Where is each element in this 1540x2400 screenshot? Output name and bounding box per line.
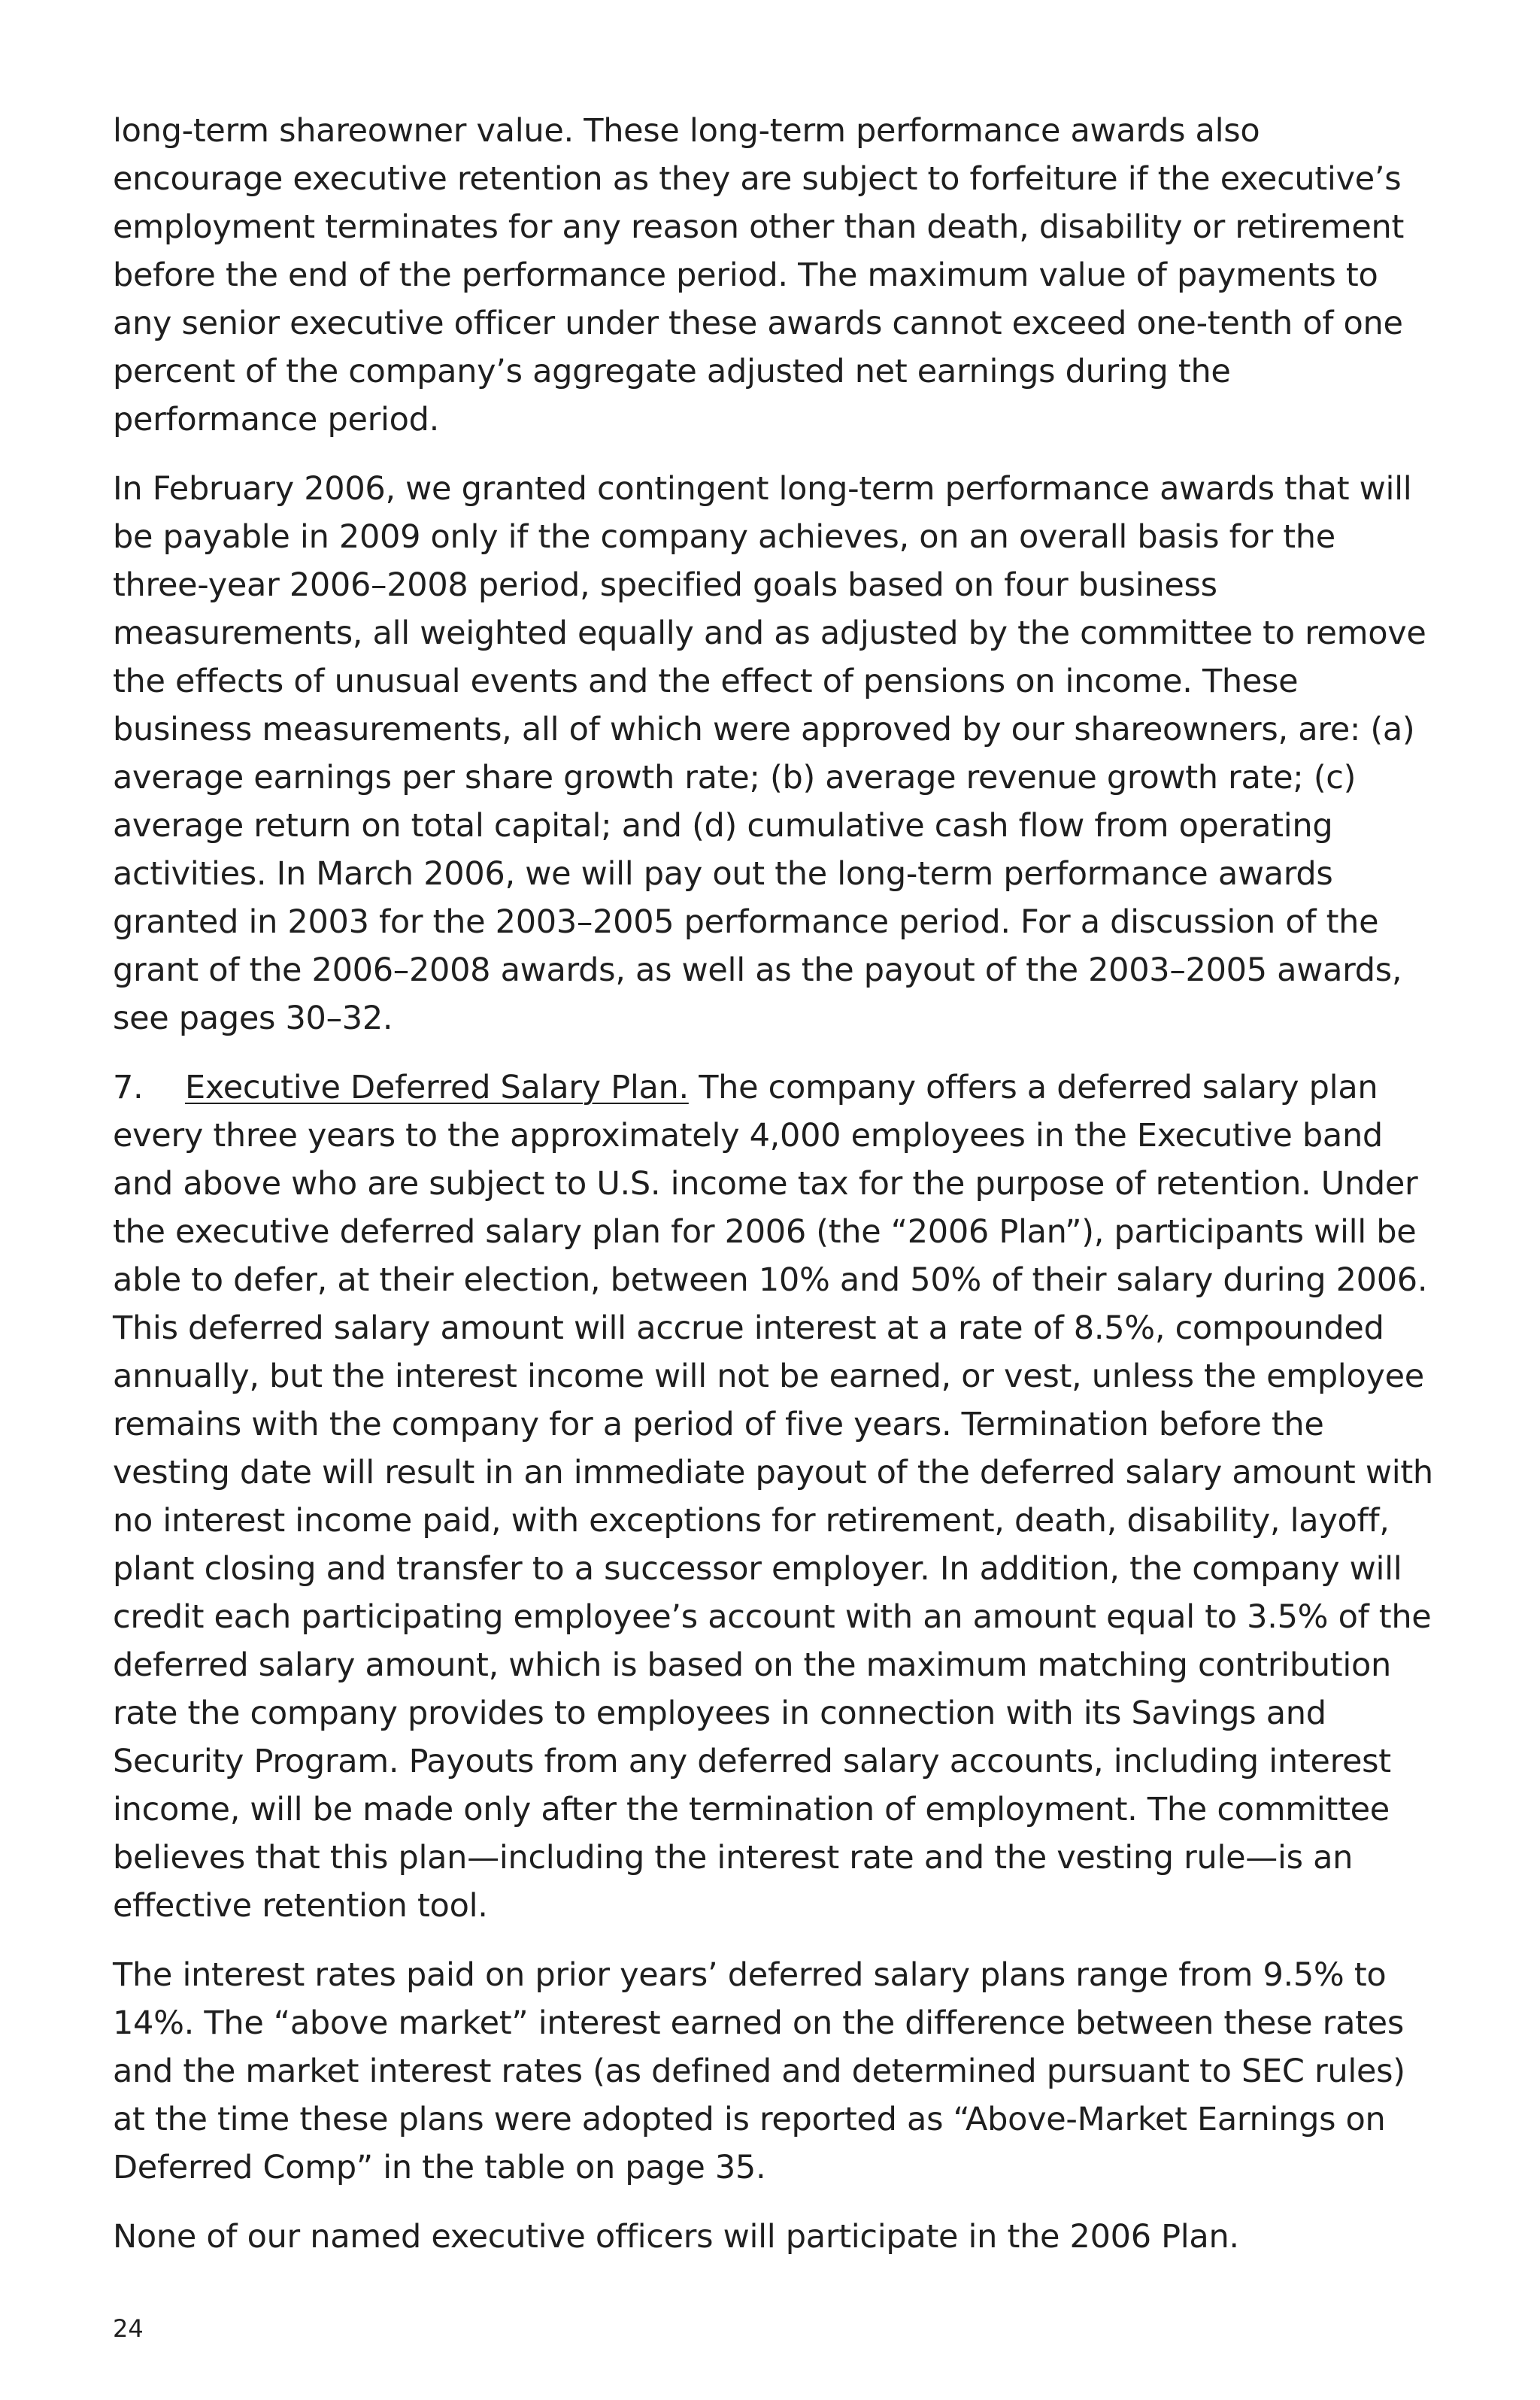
paragraph-february-2006-grant: In February 2006, we granted contingent long-term performance awards that will be payable in 2009 only if the company achieves, on an overall basis for the three-year 2006–2008 period, specified goals based on four business measurements, all weighted equally and as adjusted by the committee to remove the effects of unusual events and the effect of pensions on income. These business measurements, all of which were approved by our shareowners, are: (a) average earnings per share growth rate; (b) average revenue growth rate; (c) average return on total capital; and (d) cumulative cash flow from operating activities. In March 2006, we will pay out the long-term performance awards granted in 2003 for the 2003–2005 performance period. For a discussion of the grant of the 2006–2008 awards, as well as the payout of the 2003–2005 awards, see pages 30–32. — [113, 470, 1426, 1037]
paragraph-performance-awards-retention: long-term shareowner value. These long-term performance awards also encourage executive retention as they are subject to forfeiture if the executive’s employment terminates for any reason other than death, disability or retirement before the end of the performance period. The maximum value of payments to any senior executive officer under these awards cannot exceed one-tenth of one percent of the company’s aggregate adjusted net earnings during the performance period. — [113, 112, 1405, 438]
item-body-text: The company offers a deferred salary plan every three years to the approximately 4,000 employees in the Executive band and above who are subject to U.S. income tax for the purpose of retention. Under the executive deferred salary plan for 2006 (the “2006 Plan”), participants will be able to defer, at their election, between 10% and 50% of their salary during 2006. This deferred salary amount will accrue interest at a rate of 8.5%, compounded annually, but the interest income will not be earned, or vest, unless the employee remains with the company for a period of five years. Termination before the vesting date will result in an immediate payout of the deferred salary amount with no interest income paid, with exceptions for retirement, death, disability, layoff, plant closing and transfer to a successor employer. In addition, the company will credit each participating employee’s account with an amount equal to 3.5% of the deferred salary amount, which is based on the maximum matching contribution rate the company provides to employees in connection with its Savings and Security Program. Payouts from any deferred salary accounts, including interest income, will be made only after the termination of employment. The committee believes that this plan—including the interest rate and the vesting rule—is an effective retention tool. — [113, 1069, 1433, 1925]
document-body — [113, 107, 1436, 2282]
item-title: Executive Deferred Salary Plan. — [185, 1069, 689, 1106]
item-number: 7. — [113, 1069, 144, 1106]
page-number: 24 — [113, 2314, 144, 2343]
paragraph-interest-rates: The interest rates paid on prior years’ deferred salary plans range from 9.5% to 14%. The “above market” interest earned on the difference between these rates and the market interest rates (as defined and determined pursuant to SEC rules) at the time these plans were adopted is reported as “Above-Market Earnings on Deferred Comp” in the table on page 35. — [113, 1956, 1405, 2186]
paragraph-item-7 — [113, 1063, 1436, 1930]
paragraph-named-executives: None of our named executive officers will participate in the 2006 Plan. — [113, 2218, 1239, 2256]
